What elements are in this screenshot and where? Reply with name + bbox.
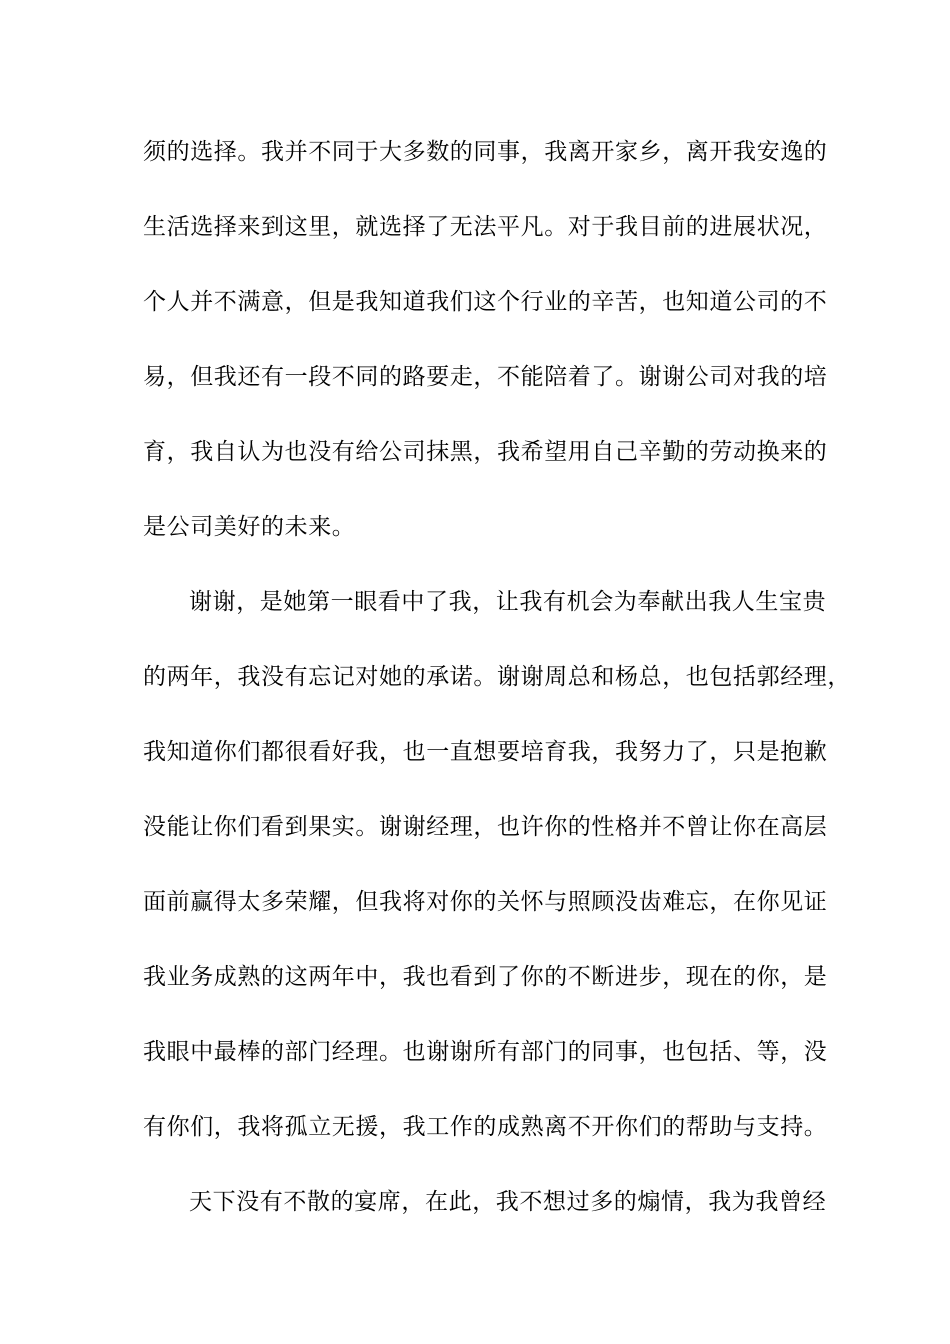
text-line: 育，我自认为也没有给公司抹黑，我希望用自己辛勤的劳动换来的: [143, 439, 828, 465]
document-body: [143, 128, 851, 1253]
text-line: 我知道你们都很看好我，也一直想要培育我，我努力了，只是抱歉: [143, 739, 828, 765]
text-line: 有你们，我将孤立无援，我工作的成熟离不开你们的帮助与支持。: [143, 1114, 828, 1140]
paragraph-start-line: 天下没有不散的宴席，在此，我不想过多的煽情，我为我曾经: [189, 1189, 827, 1215]
text-line: 的两年，我没有忘记对她的承诺。谢谢周总和杨总，也包括郭经理，: [143, 664, 851, 690]
text-line: 易，但我还有一段不同的路要走，不能陪着了。谢谢公司对我的培: [143, 364, 828, 390]
text-line: 须的选择。我并不同于大多数的同事，我离开家乡，离开我安逸的: [143, 139, 828, 165]
text-line: 生活选择来到这里，就选择了无法平凡。对于我目前的进展状况，: [143, 214, 828, 240]
text-line: 我眼中最棒的部门经理。也谢谢所有部门的同事，也包括、等，没: [143, 1039, 828, 1065]
paragraph-start-line: 谢谢，是她第一眼看中了我，让我有机会为奉献出我人生宝贵: [189, 589, 827, 615]
text-line: 没能让你们看到果实。谢谢经理，也许你的性格并不曾让你在高层: [143, 814, 828, 840]
text-line: 我业务成熟的这两年中，我也看到了你的不断进步，现在的你，是: [143, 964, 828, 990]
text-line: 面前赢得太多荣耀，但我将对你的关怀与照顾没齿难忘，在你见证: [143, 889, 828, 915]
text-line: 是公司美好的未来。: [143, 514, 356, 540]
text-line: 个人并不满意，但是我知道我们这个行业的辛苦，也知道公司的不: [143, 289, 828, 315]
